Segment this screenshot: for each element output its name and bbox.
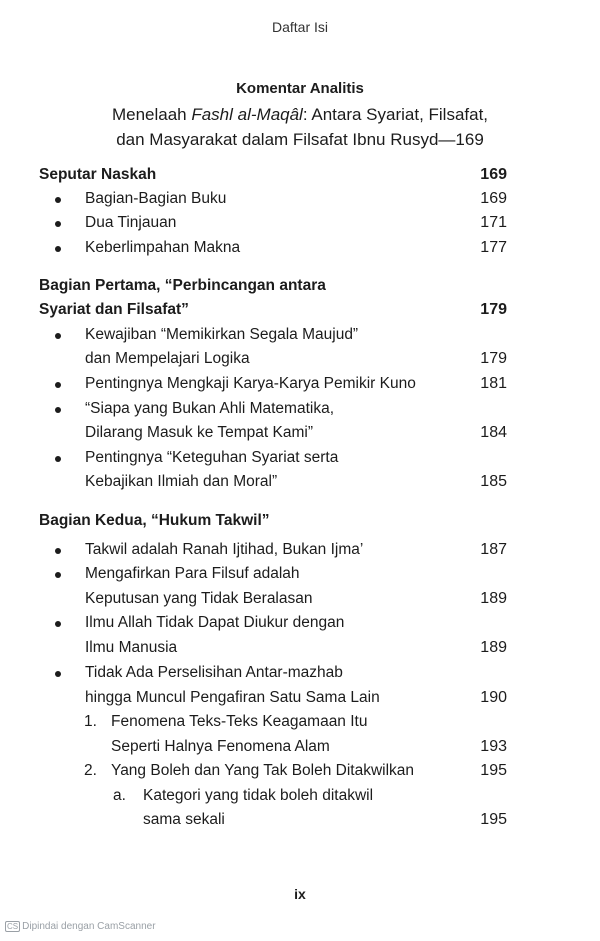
- page-number: 184: [480, 424, 507, 441]
- page-number: 189: [480, 639, 507, 656]
- section-heading[interactable]: [0, 298, 600, 322]
- section-heading[interactable]: [0, 274, 600, 298]
- entry-text: Takwil adalah Ranah Ijtihad, Bukan Ijma’: [85, 541, 364, 558]
- page-number: 179: [480, 350, 507, 367]
- folio: ix: [294, 886, 306, 902]
- bullet-icon: [55, 671, 61, 677]
- toc-entry[interactable]: [0, 538, 600, 562]
- page-number: 195: [480, 811, 507, 828]
- toc-entry-continued[interactable]: [0, 686, 600, 710]
- toc-subentry[interactable]: [0, 710, 600, 734]
- toc-entry[interactable]: [0, 397, 600, 421]
- bullet-icon: [55, 197, 61, 203]
- toc-entry-continued[interactable]: [0, 421, 600, 445]
- page-number: 195: [480, 762, 507, 779]
- page-number: 179: [480, 301, 507, 318]
- bullet-icon: [55, 572, 61, 578]
- toc-subentry-continued[interactable]: [0, 735, 600, 759]
- section-heading[interactable]: [0, 509, 600, 533]
- section-heading-text: Seputar Naskah: [39, 166, 157, 183]
- toc-entry[interactable]: [0, 661, 600, 685]
- entry-text: Tidak Ada Perselisihan Antar-mazhab: [85, 664, 343, 681]
- entry-text: Yang Boleh dan Yang Tak Boleh Ditakwilkan: [111, 762, 415, 779]
- entry-text: Keberlimpahan Makna: [85, 239, 241, 256]
- toc-entry-continued[interactable]: [0, 636, 600, 660]
- bullet-icon: [55, 221, 61, 227]
- scanner-watermark: [5, 921, 156, 932]
- entry-text: Kebajikan Ilmiah dan Moral”: [85, 473, 278, 490]
- watermark-text: Dipindai dengan CamScanner: [22, 921, 156, 932]
- list-number: 2.: [84, 762, 97, 779]
- entry-text: Bagian-Bagian Buku: [85, 190, 227, 207]
- entry-text: Kewajiban “Memikirkan Segala Maujud”: [85, 326, 359, 343]
- page-number: 169: [480, 166, 507, 183]
- entry-text: Keputusan yang Tidak Beralasan: [85, 590, 313, 607]
- section-heading[interactable]: [0, 163, 600, 187]
- entry-text: Fenomena Teks-Teks Keagamaan Itu: [111, 713, 368, 730]
- bullet-icon: [55, 456, 61, 462]
- entry-text: sama sekali: [143, 811, 225, 828]
- toc-entry[interactable]: [0, 187, 600, 211]
- bullet-icon: [55, 548, 61, 554]
- bullet-icon: [55, 382, 61, 388]
- bullet-icon: [55, 333, 61, 339]
- toc-subentry[interactable]: [0, 784, 600, 808]
- page-number: 193: [480, 738, 507, 755]
- toc-entry[interactable]: [0, 323, 600, 347]
- chapter-subtitle: [30, 102, 570, 152]
- chapter-title: Komentar Analitis: [236, 80, 364, 97]
- subtitle-line2: dan Masyarakat dalam Filsafat Ibnu Rusyd—169: [116, 130, 484, 149]
- list-number: 1.: [84, 713, 97, 730]
- page-number: 185: [480, 473, 507, 490]
- page-number: 177: [480, 239, 507, 256]
- entry-text: dan Mempelajari Logika: [85, 350, 250, 367]
- toc-subentry-continued[interactable]: [0, 808, 600, 832]
- entry-text: Pentingnya “Keteguhan Syariat serta: [85, 449, 339, 466]
- page-number: 189: [480, 590, 507, 607]
- camscanner-icon: CS: [7, 922, 19, 931]
- entry-text: Pentingnya Mengkaji Karya-Karya Pemikir Kuno: [85, 375, 416, 392]
- toc-entry[interactable]: [0, 611, 600, 635]
- toc-entry[interactable]: [0, 372, 600, 396]
- toc-entry[interactable]: [0, 236, 600, 260]
- page-number: 190: [480, 689, 507, 706]
- entry-text: Dilarang Masuk ke Tempat Kami”: [85, 424, 313, 441]
- page-number: 169: [480, 190, 507, 207]
- subtitle-italic: Fashl al-Maqâl: [191, 105, 303, 124]
- entry-text: Ilmu Manusia: [85, 639, 178, 656]
- bullet-icon: [55, 407, 61, 413]
- section-heading-text: Bagian Kedua, “Hukum Takwil”: [39, 512, 270, 529]
- entry-text: hingga Muncul Pengafiran Satu Sama Lain: [85, 689, 380, 706]
- toc-entry-continued[interactable]: [0, 587, 600, 611]
- toc-entry-continued[interactable]: [0, 470, 600, 494]
- entry-text: Seperti Halnya Fenomena Alam: [111, 738, 330, 755]
- page-number: 187: [480, 541, 507, 558]
- toc-entry[interactable]: [0, 446, 600, 470]
- toc-entry[interactable]: [0, 211, 600, 235]
- bullet-icon: [55, 246, 61, 252]
- entry-text: Mengafirkan Para Filsuf adalah: [85, 565, 300, 582]
- page-number: 171: [480, 214, 507, 231]
- section-heading-text: Syariat dan Filsafat”: [39, 301, 189, 318]
- list-letter: a.: [113, 787, 126, 804]
- toc-entry-continued[interactable]: [0, 347, 600, 371]
- page-number: 181: [480, 375, 507, 392]
- entry-text: Kategori yang tidak boleh ditakwil: [143, 787, 374, 804]
- subtitle-line1-rest: : Antara Syariat, Filsafat,: [302, 105, 489, 124]
- toc-entry[interactable]: [0, 562, 600, 586]
- entry-text: Ilmu Allah Tidak Dapat Diukur dengan: [85, 614, 345, 631]
- toc-subentry[interactable]: [0, 759, 600, 783]
- section-heading-text: Bagian Pertama, “Perbincangan antara: [39, 277, 326, 294]
- entry-text: Dua Tinjauan: [85, 214, 177, 231]
- entry-text: “Siapa yang Bukan Ahli Matematika,: [85, 400, 334, 417]
- subtitle-prefix: Menelaah: [111, 105, 192, 124]
- running-head: Daftar Isi: [271, 19, 328, 35]
- bullet-icon: [55, 621, 61, 627]
